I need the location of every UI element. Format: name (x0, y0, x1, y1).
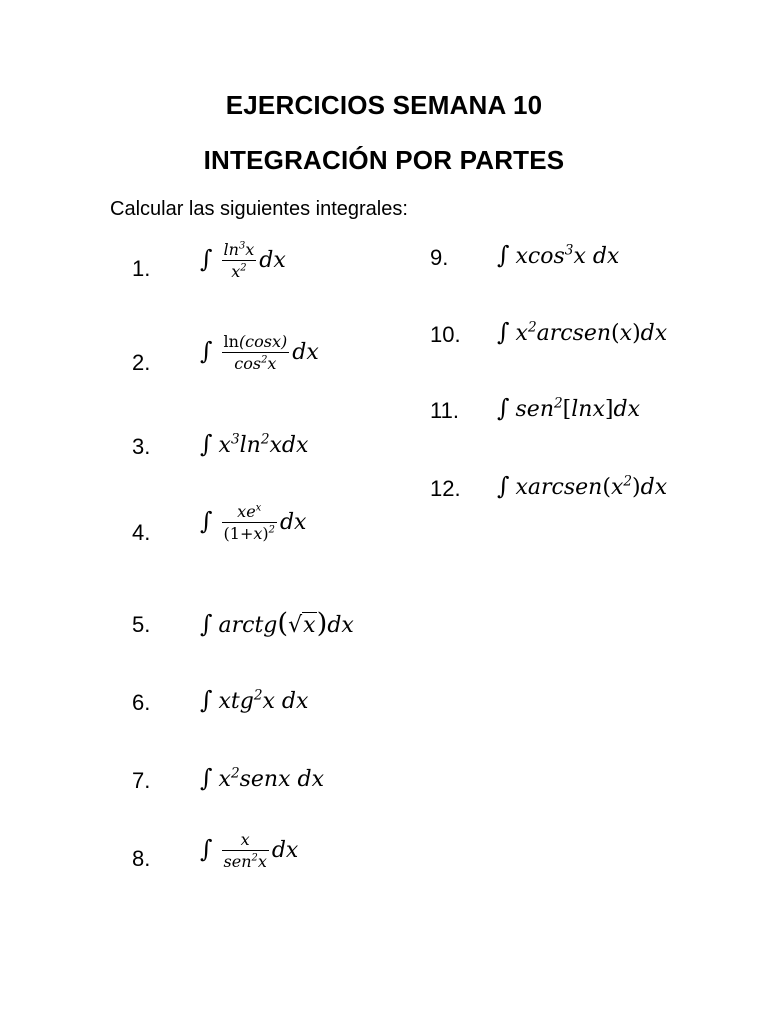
exercise-2-expression: ∫ $\frac{\ln(\cos x)}{\cos^2x}$ dx (200, 332, 319, 373)
exercise-number-3: 3. (132, 434, 151, 459)
exercise-6-expression: ∫ xtg$^2$x dx (200, 686, 309, 714)
exercise-number-12: 12. (430, 476, 461, 501)
exercise-number-11: 11. (430, 398, 459, 423)
exercise-5-expression: ∫ arctg(√x)dx (200, 607, 354, 639)
exercise-number-5: 5. (132, 612, 151, 637)
exercise-10-expression: ∫ $x^2arcsen(x)dx$ (497, 318, 668, 346)
exercise-number-2: 2. (132, 350, 151, 375)
exercise-3-expression: ∫ $x^3\ln^2xdx$ (200, 430, 309, 458)
exercise-11-expression: ∫ sen$^2$[lnx]dx (497, 394, 640, 422)
exercise-number-6: 6. (132, 690, 151, 715)
exercise-4-expression: ∫ $\frac{xe^x}{(1+x)^2}$ dx (200, 502, 307, 543)
exercise-number-8: 8. (132, 846, 151, 871)
exercise-number-4: 4. (132, 520, 151, 545)
exercise-12-expression: ∫ $xarcsen(x^2)dx$ (497, 472, 668, 500)
exercise-number-1: 1. (132, 256, 151, 281)
exercise-8-expression: ∫ $\frac{x}{sen^2x}$ dx (200, 830, 299, 871)
exercise-9-expression: ∫ xcos$^3$x dx (497, 241, 620, 269)
exercise-7-expression: ∫ $x^2senx$ dx (200, 764, 324, 792)
page-subtitle: INTEGRACIÓN POR PARTES (203, 145, 565, 175)
exercise-1-expression: ∫ $\frac{\ln^3x}{x^2}$ dx (200, 240, 286, 281)
instruction-text: Calcular las siguientes integrales: (110, 198, 408, 220)
exercise-number-7: 7. (132, 768, 151, 793)
page-title: EJERCICIOS SEMANA 10 (225, 90, 543, 120)
exercise-number-10: 10. (430, 322, 461, 347)
exercise-number-9: 9. (430, 245, 449, 270)
